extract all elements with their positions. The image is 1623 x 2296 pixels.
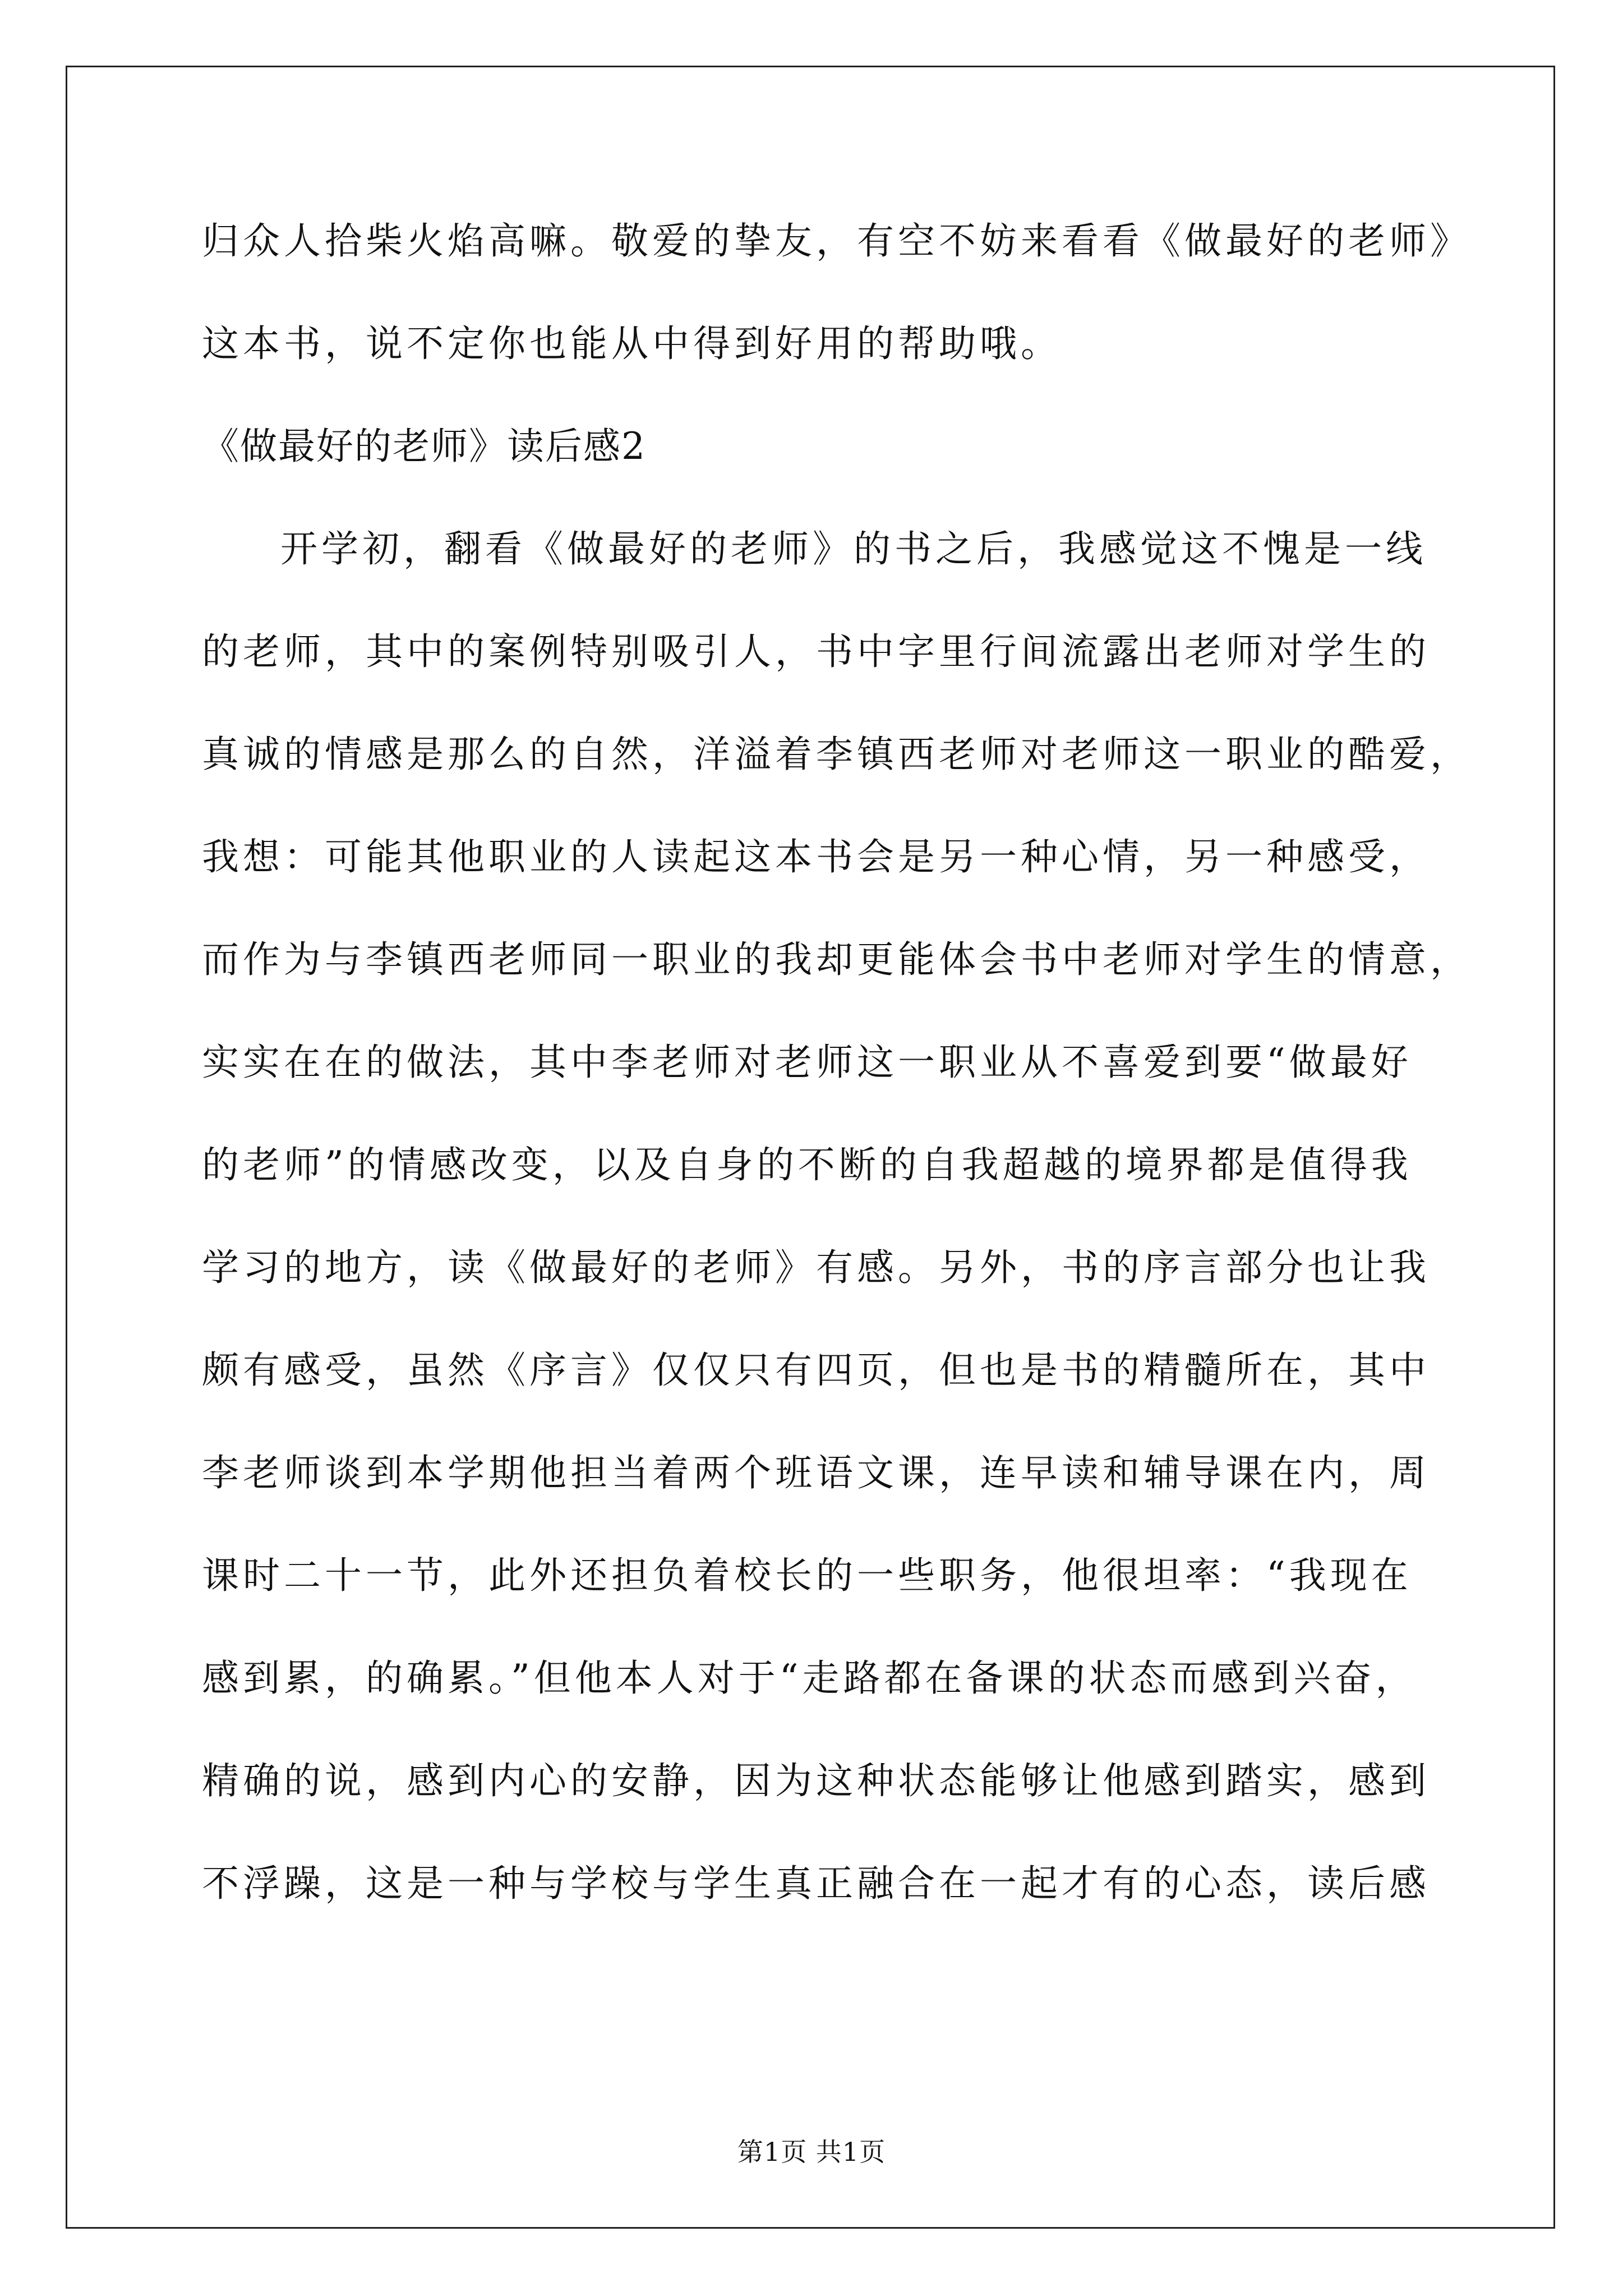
text-line: 实实在在的做法，其中李老师对老师这一职业从不喜爱到要“做最好 [202, 1041, 1412, 1084]
text-line: 课时二十一节，此外还担负着校长的一些职务，他很坦率：“我现在 [202, 1554, 1412, 1597]
text-line: 归众人拾柴火焰高嘛。敬爱的挚友，有空不妨来看看《做最好的老师》 [202, 219, 1471, 263]
text-line: 精确的说，感到内心的安静，因为这种状态能够让他感到踏实，感到 [202, 1759, 1430, 1802]
section-heading: 《做最好的老师》读后感2 [202, 425, 646, 468]
page-footer: 第1页 共1页 [737, 2137, 886, 2167]
text-line: 的老师”的情感改变，以及自身的不断的自我超越的境界都是值得我 [202, 1143, 1412, 1186]
text-line: 的老师，其中的案例特别吸引人，书中字里行间流露出老师对学生的 [202, 630, 1430, 673]
text-line: 学习的地方，读《做最好的老师》有感。另外，书的序言部分也让我 [202, 1246, 1430, 1289]
text-line: 而作为与李镇西老师同一职业的我却更能体会书中老师对学生的情意， [202, 938, 1471, 981]
text-line: 真诚的情感是那么的自然，洋溢着李镇西老师对老师这一职业的酷爱， [202, 733, 1471, 776]
text-line: 不浮躁，这是一种与学校与学生真正融合在一起才有的心态，读后感 [202, 1862, 1430, 1905]
text-line: 颇有感受，虽然《序言》仅仅只有四页，但也是书的精髓所在，其中 [202, 1349, 1430, 1392]
text-line: 我想：可能其他职业的人读起这本书会是另一种心情，另一种感受， [202, 835, 1430, 878]
paragraph-first-line: 开学初，翻看《做最好的老师》的书之后，我感觉这不愧是一线 [280, 527, 1427, 570]
text-line: 感到累，的确累。”但他本人对于“走路都在备课的状态而感到兴奋， [202, 1657, 1417, 1700]
document-body [202, 213, 1471, 1958]
text-line: 李老师谈到本学期他担当着两个班语文课，连早读和辅导课在内，周 [202, 1451, 1430, 1494]
text-line: 这本书，说不定你也能从中得到好用的帮助哦。 [202, 322, 1062, 365]
